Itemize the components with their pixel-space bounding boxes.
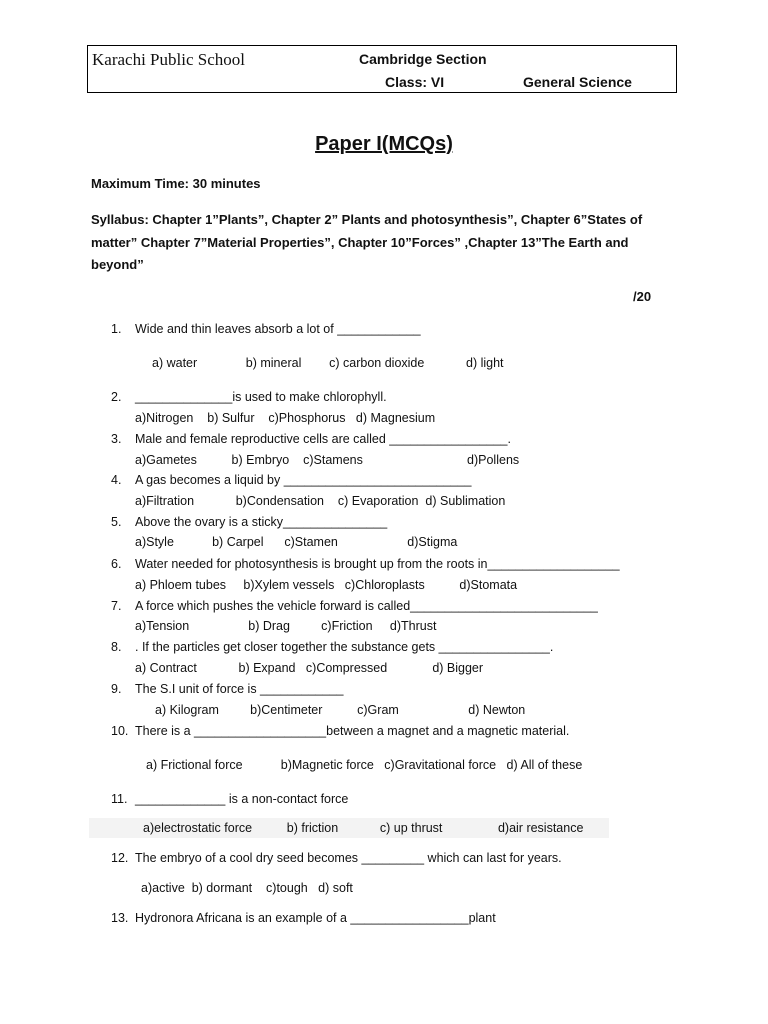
question-number: 8. <box>111 640 122 654</box>
question-number: 4. <box>111 473 122 487</box>
question-number: 9. <box>111 682 122 696</box>
question-6-options: a) Phloem tubes b)Xylem vessels c)Chloroplasts d)Stomata <box>135 578 518 592</box>
question-7 <box>111 599 598 613</box>
question-11 <box>111 792 348 806</box>
question-number: 12. <box>111 851 129 865</box>
question-number: 7. <box>111 599 122 613</box>
question-10 <box>111 724 569 738</box>
question-number: 1. <box>111 322 122 336</box>
question-8 <box>111 640 553 654</box>
question-9-options: a) Kilogram b)Centimeter c)Gram d) Newton <box>155 703 526 717</box>
question-number: 2. <box>111 390 122 404</box>
question-text: A force which pushes the vehicle forward is called___________________________ <box>135 599 598 613</box>
question-8-options: a) Contract b) Expand c)Compressed d) Bigger <box>135 661 484 675</box>
question-text: A gas becomes a liquid by ___________________________ <box>135 473 472 487</box>
question-text: ______________is used to make chlorophyll. <box>135 390 387 404</box>
question-13 <box>111 911 496 925</box>
question-text: _____________ is a non-contact force <box>135 792 349 806</box>
question-3 <box>111 432 511 446</box>
question-12-options: a)active b) dormant c)tough d) soft <box>141 881 353 895</box>
total-marks: /20 <box>633 289 652 304</box>
syllabus: Syllabus: Chapter 1”Plants”, Chapter 2” Plants and photosynthesis”, Chapter 6”States of matter” Chapter 7”Material Properties”, Chapter 10”Forces” ,Chapter 13”The Earth and beyond” <box>91 212 643 272</box>
question-number: 13. <box>111 911 129 925</box>
question-number: 6. <box>111 557 122 571</box>
question-text: Hydronora Africana is an example of a _________________plant <box>135 911 496 925</box>
question-3-options: a)Gametes b) Embryo c)Stamens d)Pollens <box>135 453 520 467</box>
max-time: Maximum Time: 30 minutes <box>91 176 261 191</box>
section-name: Cambridge Section <box>359 51 487 67</box>
school-name: Karachi Public School <box>92 50 245 69</box>
question-4-options: a)Filtration b)Condensation c) Evaporation d) Sublimation <box>135 494 506 508</box>
question-1-options: a) water b) mineral c) carbon dioxide d) light <box>152 356 504 370</box>
question-11-options: a)electrostatic force b) friction c) up thrust d)air resistance <box>143 821 584 835</box>
question-text: Male and female reproductive cells are called _________________. <box>135 432 511 446</box>
question-10-options: a) Frictional force b)Magnetic force c)Gravitational force d) All of these <box>146 758 583 772</box>
question-number: 10. <box>111 724 129 738</box>
question-text: Above the ovary is a sticky_______________ <box>135 515 388 529</box>
question-text: Water needed for photosynthesis is brought up from the roots in___________________ <box>135 557 620 571</box>
question-number: 3. <box>111 432 122 446</box>
question-2 <box>111 390 387 404</box>
header-box <box>87 45 677 93</box>
question-text: There is a ___________________between a magnet and a magnetic material. <box>135 724 570 738</box>
subject-label: General Science <box>523 74 632 90</box>
question-4 <box>111 473 471 487</box>
question-7-options: a)Tension b) Drag c)Friction d)Thrust <box>135 619 437 633</box>
question-5-options: a)Style b) Carpel c)Stamen d)Stigma <box>135 535 458 549</box>
question-5 <box>111 515 387 529</box>
paper-title: Paper I(MCQs) <box>315 133 453 155</box>
question-text: The S.I unit of force is ____________ <box>135 682 344 696</box>
question-number: 5. <box>111 515 122 529</box>
question-6 <box>111 557 620 571</box>
class-label: Class: VI <box>385 74 445 90</box>
question-number: 11. <box>111 792 128 806</box>
question-text: . If the particles get closer together the substance gets ________________. <box>135 640 554 654</box>
question-12 <box>111 851 562 865</box>
question-2-options: a)Nitrogen b) Sulfur c)Phosphorus d) Magnesium <box>135 411 436 425</box>
question-text: The embryo of a cool dry seed becomes _________ which can last for years. <box>135 851 562 865</box>
question-9 <box>111 682 343 696</box>
question-text: Wide and thin leaves absorb a lot of ____________ <box>135 322 421 336</box>
question-1 <box>111 322 421 336</box>
